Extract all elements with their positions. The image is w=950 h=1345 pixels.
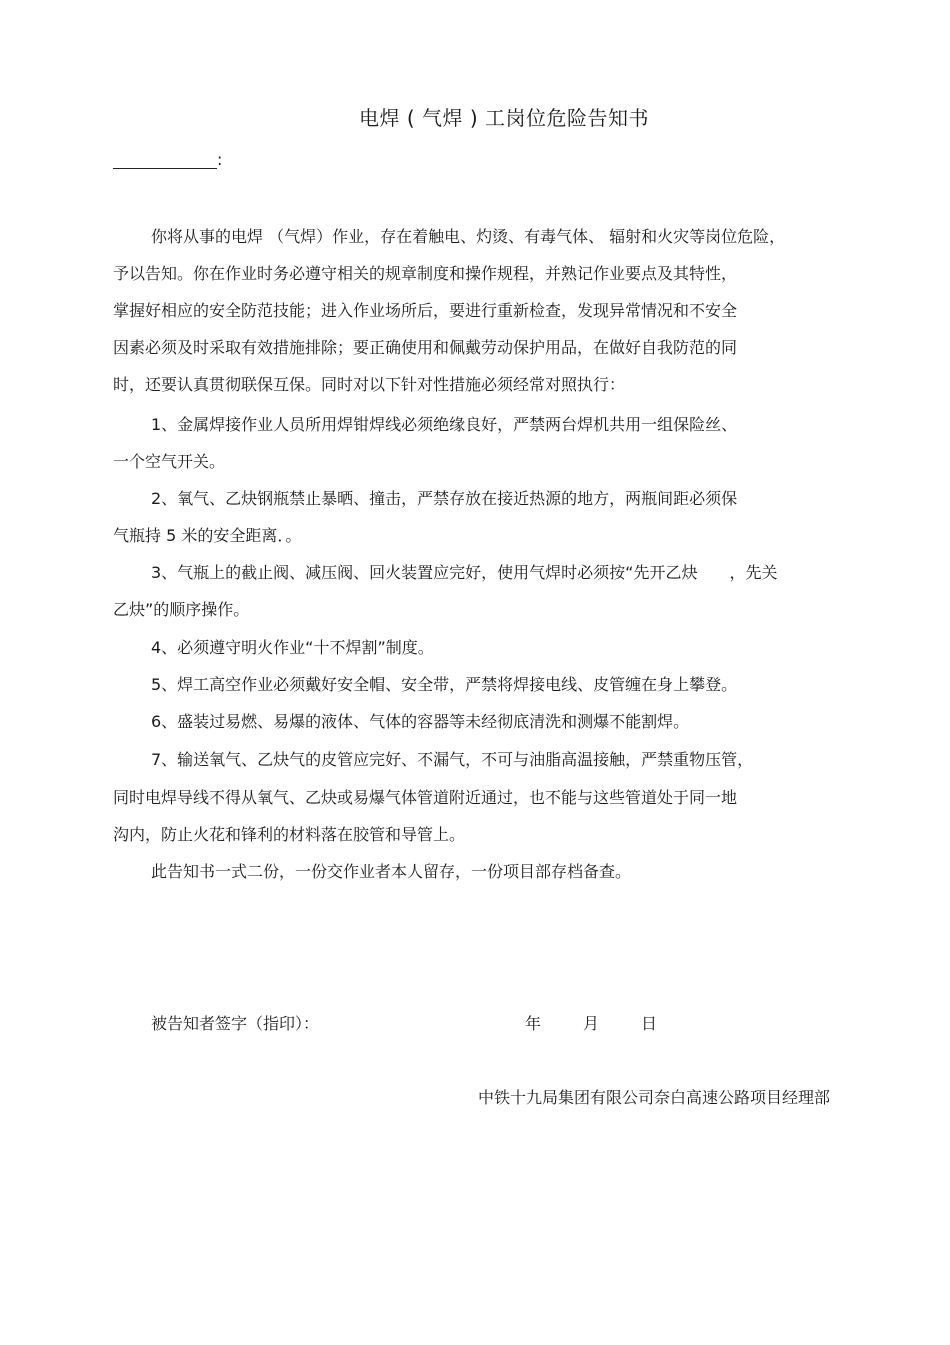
measure-7-line-3: 沟内，防止火花和锋利的材料落在胶管和导管上。 — [113, 825, 466, 844]
measure-6-line: 6、盛装过易燃、易爆的液体、气体的容器等未经彻底清洗和测爆不能割焊。 — [151, 712, 690, 731]
body-line-5: 时，还要认真贯彻联保互保。同时对以下针对性措施必须经常对照执行： — [113, 375, 626, 394]
measure-7-line-2: 同时电焊导线不得从氧气、乙炔或易爆气体管道附近通过，也不能与这些管道处于同一地 — [113, 788, 738, 807]
body-line-4: 因素必须及时采取有效措施排除；要正确使用和佩戴劳动保护用品，在做好自我防范的同 — [113, 338, 738, 357]
body-line-3: 掌握好相应的安全防范技能；进入作业场所后，要进行重新检查，发现异常情况和不安全 — [113, 301, 738, 320]
addressee-colon: : — [217, 150, 223, 169]
body-line-2: 予以告知。你在作业时务必遵守相关的规章制度和操作规程，并熟记作业要点及其特性， — [113, 264, 738, 283]
measure-5-line: 5、焊工高空作业必须戴好安全帽、安全带，严禁将焊接电线、皮管缠在身上攀登。 — [151, 675, 738, 694]
addressee-blank — [113, 150, 217, 169]
measure-3-line-1: 3、气瓶上的截止阀、减压阀、回火装置应完好，使用气焊时必须按“先开乙炔 ，先关 — [151, 563, 778, 582]
signature-year: 年 — [525, 1014, 542, 1033]
measure-3-line-2: 乙炔”的顺序操作。 — [113, 600, 250, 619]
closing-line: 此告知书一式二份，一份交作业者本人留存，一份项目部存档备查。 — [151, 862, 632, 881]
signature-label: 被告知者签字（指印）： — [151, 1014, 320, 1033]
signature-month: 月 — [583, 1014, 600, 1033]
measure-2-line-1: 2、氧气、乙炔钢瓶禁止暴晒、撞击，严禁存放在接近热源的地方，两瓶间距必须保 — [151, 489, 738, 508]
addressee-line — [113, 150, 222, 169]
measure-1-line-1: 1、金属焊接作业人员所用焊钳焊线必须绝缘良好，严禁两台焊机共用一组保险丝、 — [151, 415, 738, 434]
measure-1-line-2: 一个空气开关。 — [113, 452, 226, 471]
signature-day: 日 — [641, 1014, 658, 1033]
issuing-organization: 中铁十九局集团有限公司奈白高速公路项目经理部 — [477, 1088, 830, 1107]
measure-4-line: 4、必须遵守明火作业“十不焊割”制度。 — [151, 638, 434, 657]
measure-2-line-2: 气瓶持 5 米的安全距离．。 — [113, 526, 302, 545]
body-line-1: 你将从事的电焊 （气焊）作业，存在着触电、灼烫、有毒气体、 辐射和火灾等岗位危险， — [151, 227, 786, 246]
document-title: 电焊 ( 气焊 ) 工岗位危险告知书 — [358, 106, 650, 130]
measure-7-line-1: 7、输送氧气、乙炔气的皮管应完好、不漏气，不可与油脂高温接触，严禁重物压管， — [151, 750, 754, 769]
